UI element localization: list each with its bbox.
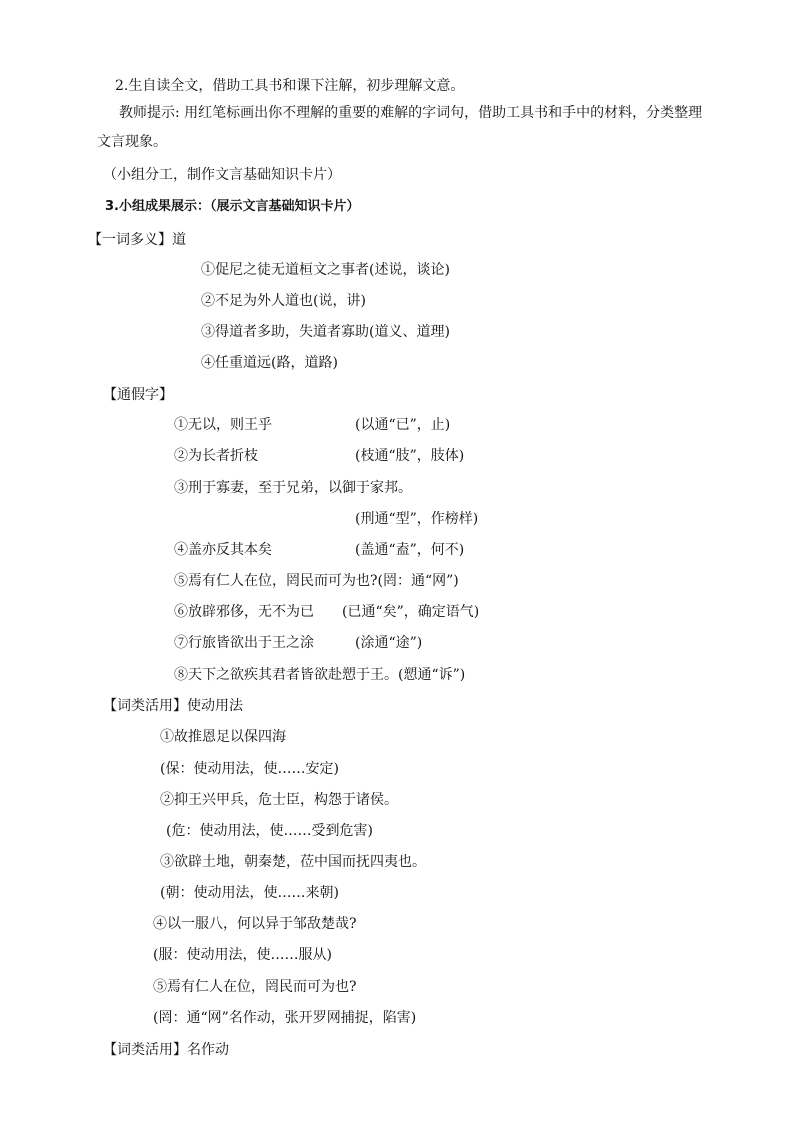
noun-verb-heading: 【词类活用】名作动 (103, 1042, 229, 1058)
tongjia-note: (刑通“型”，作榜样) (355, 511, 479, 527)
causative-explanation: (保：使动用法，使……安定) (160, 761, 339, 777)
causative-explanation: (罔：通“网”名作动，张开罗网捕捉，陷害) (153, 1010, 417, 1026)
tongjia-item: ③刑于寡妻，至于兄弟，以御于家邦。 (174, 480, 412, 496)
tongjia-item: ⑥放辟邪侈，无不为已 (174, 604, 314, 620)
polysemy-item: ①促尼之徒无道桓文之事者(述说，谈论) (201, 262, 450, 278)
step-3-heading: 3.小组成果展示：（展示文言基础知识卡片） (105, 199, 360, 214)
teacher-tip-line-2: 文言现象。 (97, 134, 167, 150)
causative-explanation: (危：使动用法，使……受到危害) (166, 823, 373, 839)
tongjia-note: (已通“矣”，确定语气) (342, 604, 480, 620)
causative-heading: 【词类活用】使动用法 (103, 698, 243, 714)
causative-example: ⑤焉有仁人在位，罔民而可为也? (153, 979, 357, 995)
tongjia-item: ①无以，则王乎 (174, 417, 272, 433)
tongjia-item: ④盖亦反其本矣 (174, 542, 272, 558)
tongjia-note: (盖通“盍”，何不) (355, 542, 465, 558)
causative-example: ③欲辟土地，朝秦楚，莅中国而抚四夷也。 (160, 854, 426, 870)
polysemy-heading: 【一词多义】道 (88, 232, 186, 248)
causative-example: ②抑王兴甲兵，危士臣，构怨于诸侯。 (160, 792, 398, 808)
teacher-tip-line-1: 教师提示: 用红笔标画出你不理解的重要的难解的字词句，借助工具书和手中的材料，分类整理 (119, 105, 703, 121)
causative-explanation: (朝：使动用法，使……来朝) (160, 885, 339, 901)
tongjia-heading: 【通假字】 (103, 387, 173, 403)
tongjia-item: ⑤焉有仁人在位，罔民而可为也?(罔：通“网”) (174, 573, 459, 589)
polysemy-item: ④任重道远(路，道路) (201, 355, 338, 371)
causative-explanation: (服：使动用法，使……服从) (153, 947, 332, 963)
tongjia-note: (以通“已”，止) (355, 417, 451, 433)
tongjia-item: ⑦行旅皆欲出于王之涂 (174, 635, 314, 651)
tongjia-item: ②为长者折枝 (174, 448, 258, 464)
step-2-text: 2.生自读全文，借助工具书和课下注解，初步理解文意。 (115, 78, 465, 94)
tongjia-note: (枝通“肢”，肢体) (355, 448, 465, 464)
tongjia-item: ⑧天下之欲疾其君者皆欲赴愬于王。(愬通“诉”) (174, 667, 466, 683)
tongjia-note: (涂通“途”) (355, 635, 423, 651)
causative-example: ④以一服八，何以异于邹敌楚哉? (153, 916, 357, 932)
group-work-note: （小组分工，制作文言基础知识卡片） (103, 167, 341, 183)
polysemy-item: ③得道者多助，失道者寡助(道义、道理) (201, 324, 450, 340)
causative-example: ①故推恩足以保四海 (160, 729, 286, 745)
polysemy-item: ②不足为外人道也(说，讲) (201, 293, 366, 309)
